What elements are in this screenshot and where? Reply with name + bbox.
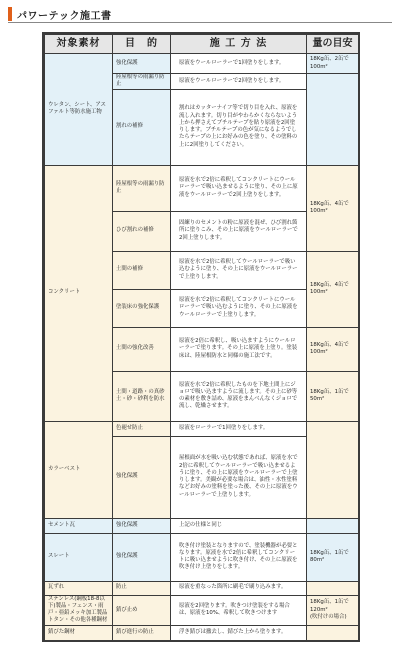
- purpose-cell: 色褪せ防止: [113, 421, 171, 436]
- method-cell: 割れはカッターナイフ等で切り目を入れ、原液を流し入れます。切り目がやわらかくならないよう上から押さえてブチルテープを貼り原液を2回塗りします。ブチルテープの色が気になるようでしたらテープの上にお好みの色を塗り、その塗料の上に2回塗りしてください。: [171, 89, 307, 165]
- amount-text: 18Kg缶、1缶で120m²: [310, 599, 349, 613]
- page-title: パワーテック施工書: [17, 10, 112, 22]
- amount-cell: [307, 74, 359, 166]
- method-cell: 原液を2回塗ります。吹きつけ塗装をする場合は、原液を10%、希釈して吹きつけます: [171, 595, 307, 625]
- method-cell: 吹き付け塗装となりますので、塗装機器が必要となります。原液を水で2倍に希釈してコンクリートに吸い込ませように吹き付け、その上に原液を吹き付け上塗りをします。: [171, 533, 307, 581]
- amount-cell: [307, 595, 359, 625]
- subject-cell: カラーベスト: [45, 421, 113, 518]
- purpose-cell: 陸屋根等の雨漏り防止: [113, 165, 171, 211]
- purpose-cell: 強化保護: [113, 533, 171, 581]
- spec-table: [44, 34, 359, 641]
- amount-note: (吹付けの場合): [310, 613, 347, 620]
- purpose-cell: 割れの補修: [113, 89, 171, 165]
- method-cell: 上記の仕様と同じ: [171, 518, 307, 533]
- purpose-cell: 土間・道路・の真砂土・砂・砂利を防水: [113, 371, 171, 421]
- purpose-cell: 土間の強化改善: [113, 327, 171, 371]
- purpose-cell: 塗装床の強化保護: [113, 289, 171, 327]
- purpose-cell: 土間の補修: [113, 251, 171, 289]
- method-cell: 原液をウールローラーで1回塗りをします。: [171, 54, 307, 74]
- amount-cell: 18Kg缶、4缶で100m²: [307, 251, 359, 327]
- method-cell: 原液を重なった箇所に刷毛で刷り込みます。: [171, 581, 307, 595]
- subject-cell: 瓦ずれ: [45, 581, 113, 595]
- purpose-cell: 強化保護: [113, 436, 171, 518]
- purpose-cell: 防止: [113, 581, 171, 595]
- amount-cell: [307, 625, 359, 640]
- purpose-cell: 錆び止め: [113, 595, 171, 625]
- method-cell: 原液を水で2倍に希釈したものを下地土間上にジョロで吸い込ますように流します。その上に砂等の素材を敷き詰め、原液をまんべんなくジョロで流し、乾燥させます。: [171, 371, 307, 421]
- spec-table-frame: [42, 32, 360, 642]
- method-cell: 浮き錆びは撤去し、錆びた上から塗ります。: [171, 625, 307, 640]
- method-cell: 原液を2倍に希釈し、吸い込ますようにウールローラーで塗ります。その上に原液を上塗り。塗装床は、陸屋根防水と同様の施工法です。: [171, 327, 307, 371]
- orange-bar-icon: [8, 7, 12, 21]
- method-cell: 原液をローラーで1回塗りをします。: [171, 421, 307, 436]
- purpose-cell: 錆び進行の防止: [113, 625, 171, 640]
- amount-cell: [307, 421, 359, 518]
- purpose-cell: 陸屋根等の雨漏り防止: [113, 74, 171, 90]
- method-cell: 原液を水で2倍に希釈してコンクリートにウールローラーで吸い込むように塗り、その上に原液をウールローラーで上塗りします。: [171, 289, 307, 327]
- subject-cell: ステンレス(鋼板18-8以下)製品・フェンス・雨戸・亜鉛メッキ加工製品トタン・その他各種鋼材: [45, 595, 113, 625]
- amount-cell: 18Kg缶、2缶で100m²: [307, 54, 359, 74]
- method-cell: 原液をウールローラーで2回塗りをします。: [171, 74, 307, 90]
- subject-cell: ウレタン、シート、アスファルト等防水施工物: [45, 54, 113, 166]
- amount-cell: [307, 581, 359, 595]
- amount-cell: [307, 518, 359, 533]
- amount-cell: 18Kg缶、1缶で50m²: [307, 371, 359, 421]
- purpose-cell: 強化保護: [113, 54, 171, 74]
- subject-cell: コンクリート: [45, 165, 113, 421]
- subject-cell: スレート: [45, 533, 113, 581]
- method-cell: 屋根面が水を吸い込む状態であれば、原液を水で2倍に希釈してウールローラーで吸い込ませるように塗り、その上に原液をウールローラーで上塗りします。美観が必要な場合は、油性・水性塗料などお好みの塗料を塗った後、その上に原液をウールローラーで上塗りします。: [171, 436, 307, 518]
- page-header: [8, 6, 112, 22]
- subject-cell: セメント瓦: [45, 518, 113, 533]
- method-cell: 原液を水で2倍に希釈してウールローラーで吸い込むように塗り、その上に原液をウールローラーで上塗りします。: [171, 251, 307, 289]
- purpose-cell: ひび割れの補修: [113, 211, 171, 251]
- purpose-cell: 強化保護: [113, 518, 171, 533]
- header-method: 施 工 方 法: [171, 35, 307, 54]
- header-divider: [8, 22, 392, 23]
- method-cell: 原液を水で2倍に希釈してコンクリートにウールローラーで吸い込ませるように塗り、その上に原液をウールローラーで2回上塗りをします。: [171, 165, 307, 211]
- header-amount: 量の目安: [307, 35, 359, 54]
- amount-cell: 18Kg缶、1缶で80m²: [307, 533, 359, 581]
- method-cell: 固練りのセメントの粉に原液を混ぜ、ひび割れ箇所に塗りこみ、その上に原液をウールローラーで2回上塗りします。: [171, 211, 307, 251]
- amount-cell: 18Kg缶、4缶で100m²: [307, 327, 359, 371]
- subject-cell: 錆びた鋼材: [45, 625, 113, 640]
- header-purpose: 目 的: [113, 35, 171, 54]
- header-subject: 対象素材: [45, 35, 113, 54]
- amount-cell: 18Kg缶、4缶で100m²: [307, 165, 359, 251]
